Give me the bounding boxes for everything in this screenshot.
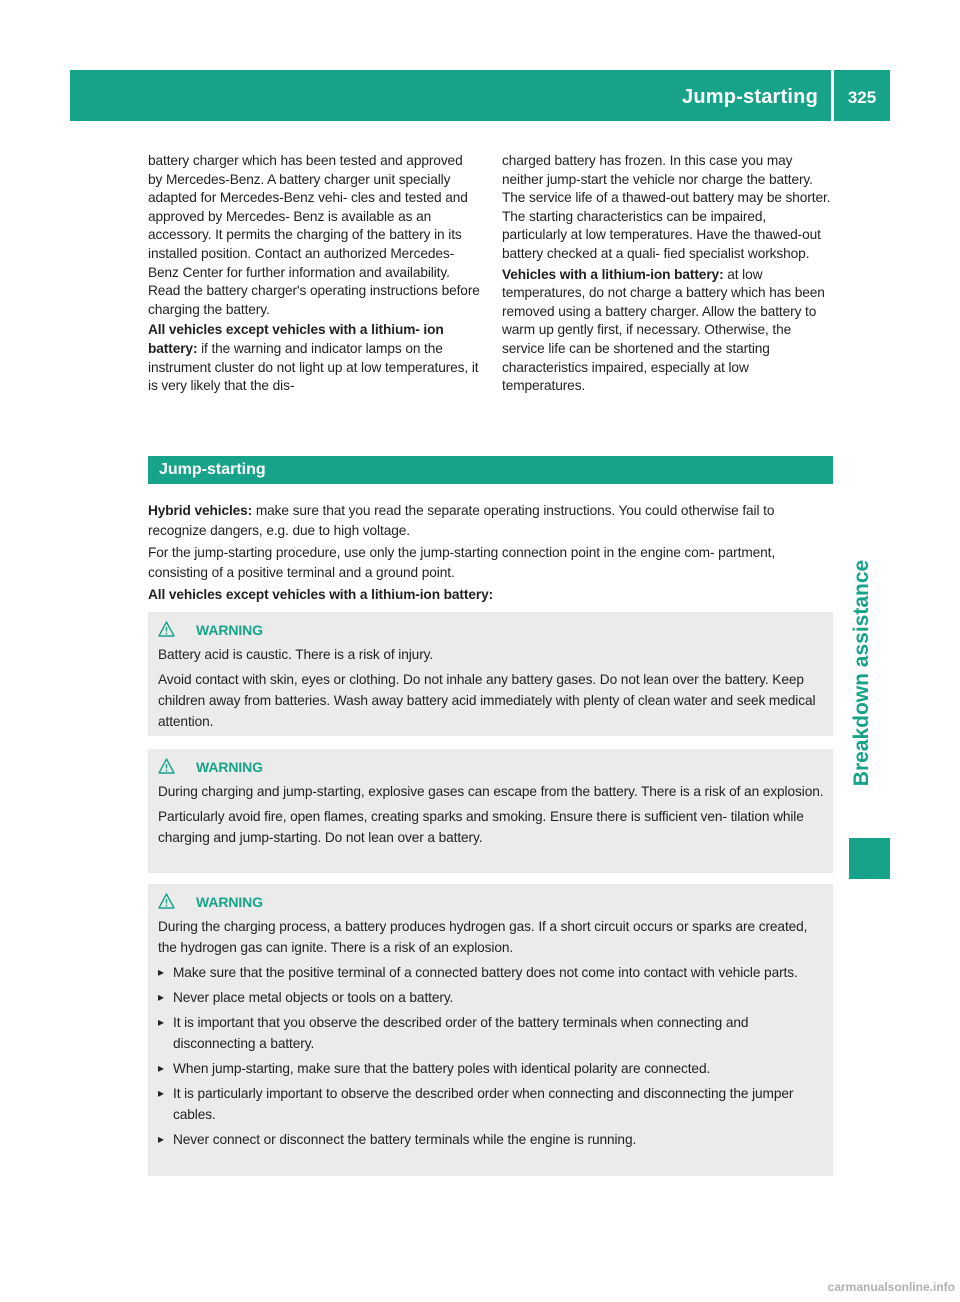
list-item: ▸ Never place metal objects or tools on a battery. [158, 987, 825, 1008]
page-number: 325 [847, 88, 877, 107]
left-column [148, 152, 480, 398]
side-tab [842, 535, 882, 810]
warning-triangle-icon [158, 758, 175, 774]
section-intro [148, 501, 833, 608]
warning-paragraph: During charging and jump-starting, explosive gases can escape from the battery. There is a risk of an explosion. [158, 784, 824, 799]
header-title: Jump-starting [682, 86, 818, 108]
warning-bullet-list [158, 962, 825, 1150]
right-paragraph-2-heading: Vehicles with a lithium-ion battery: [502, 266, 724, 282]
warning-header [158, 892, 825, 914]
list-item: ▸ When jump-starting, make sure that the battery poles with identical polarity are connected. [158, 1058, 825, 1079]
left-paragraph-2-text: if the warning and indicator lamps on the instrument cluster do not light up at low temperatures, it is very likely that the dis- [148, 340, 479, 394]
right-paragraph-1: charged battery has frozen. In this case you may neither jump-start the vehicle nor charge the battery. The service life of a thawed-out battery may be shorter. The starting characteristics can be impaired, particularly at low temperatures. Have the thawed-out battery checked at a quali- fied specialist workshop. [502, 153, 831, 261]
right-column [502, 152, 834, 398]
section-title: Jump-starting [159, 461, 266, 478]
list-item: ▸ It is particularly important to observe the described order when connecting and disconnecting the jumper cables. [158, 1083, 825, 1125]
warning-paragraph: Avoid contact with skin, eyes or clothing. Do not inhale any battery gases. Do not lean over the battery. Keep children away from batteries. Wash away battery acid immediately with plenty of clean water and seek medical attention. [158, 672, 816, 729]
warning-paragraph: During the charging process, a battery produces hydrogen gas. If a short circuit occurs or sparks are created, the hydrogen gas can ignite. There is a risk of an explosion. [158, 919, 808, 955]
page-header [70, 70, 890, 121]
right-paragraph-2 [502, 266, 834, 396]
procedure-paragraph: For the jump-starting procedure, use only the jump-starting connection point in the engine com- partment, consisting of a positive terminal and a ground point. [148, 545, 776, 580]
warning-box-1 [148, 612, 833, 736]
section-heading-bar [148, 456, 833, 484]
warning-label: WARNING [196, 622, 263, 638]
list-item: ▸ Never connect or disconnect the battery terminals while the engine is running. [158, 1129, 825, 1150]
hybrid-heading: Hybrid vehicles: [148, 503, 253, 518]
warning-label: WARNING [196, 759, 263, 775]
hybrid-paragraph [148, 501, 833, 540]
warning-header [158, 620, 825, 642]
side-tab-marker [849, 838, 890, 879]
left-paragraph-2 [148, 321, 480, 395]
hybrid-text: make sure that you read the separate operating instructions. You could otherwise fail to recognize dangers, e.g. due to high voltage. [148, 503, 775, 538]
warning-header [158, 757, 825, 779]
watermark: carmanualsonline.info [827, 1280, 955, 1294]
left-paragraph-1: battery charger which has been tested and approved by Mercedes-Benz. A battery charger unit specially adapted for Mercedes-Benz vehi- cles and tested and approved by Mercedes- Benz is available as an accessory. It permits the charging of the battery in its installed position. Contact an authorized Mercedes-Benz Center for further information and availability. Read the battery charger's operating instructions before charging the battery. [148, 153, 480, 317]
side-tab-label: Breakdown assistance [850, 559, 873, 786]
all-vehicles-heading: All vehicles except vehicles with a lithium-ion battery: [148, 587, 494, 602]
warning-label: WARNING [196, 894, 263, 910]
list-item: ▸ It is important that you observe the described order of the battery terminals when connecting and disconnecting a battery. [158, 1012, 825, 1054]
warning-box-2 [148, 749, 833, 873]
warning-triangle-icon [158, 893, 175, 909]
warning-paragraph: Battery acid is caustic. There is a risk of injury. [158, 647, 434, 662]
left-paragraph-2-heading: All vehicles except vehicles with a lithium- ion battery: [148, 322, 444, 356]
warning-box-3 [148, 884, 833, 1176]
warning-triangle-icon [158, 621, 175, 637]
right-paragraph-2-text: at low temperatures, do not charge a battery which has been removed using a battery charger. Allow the battery to warm up gently first, if necessary. Otherwise, the service life can be shortened and the starting characteristics impaired, especially at low temperatures. [502, 266, 825, 394]
list-item: ▸ Make sure that the positive terminal of a connected battery does not come into contact with vehicle parts. [158, 962, 825, 983]
warning-paragraph: Particularly avoid fire, open flames, creating sparks and smoking. Ensure there is sufficient ven- tilation while charging and jump-starting. Do not lean over a battery. [158, 809, 804, 845]
